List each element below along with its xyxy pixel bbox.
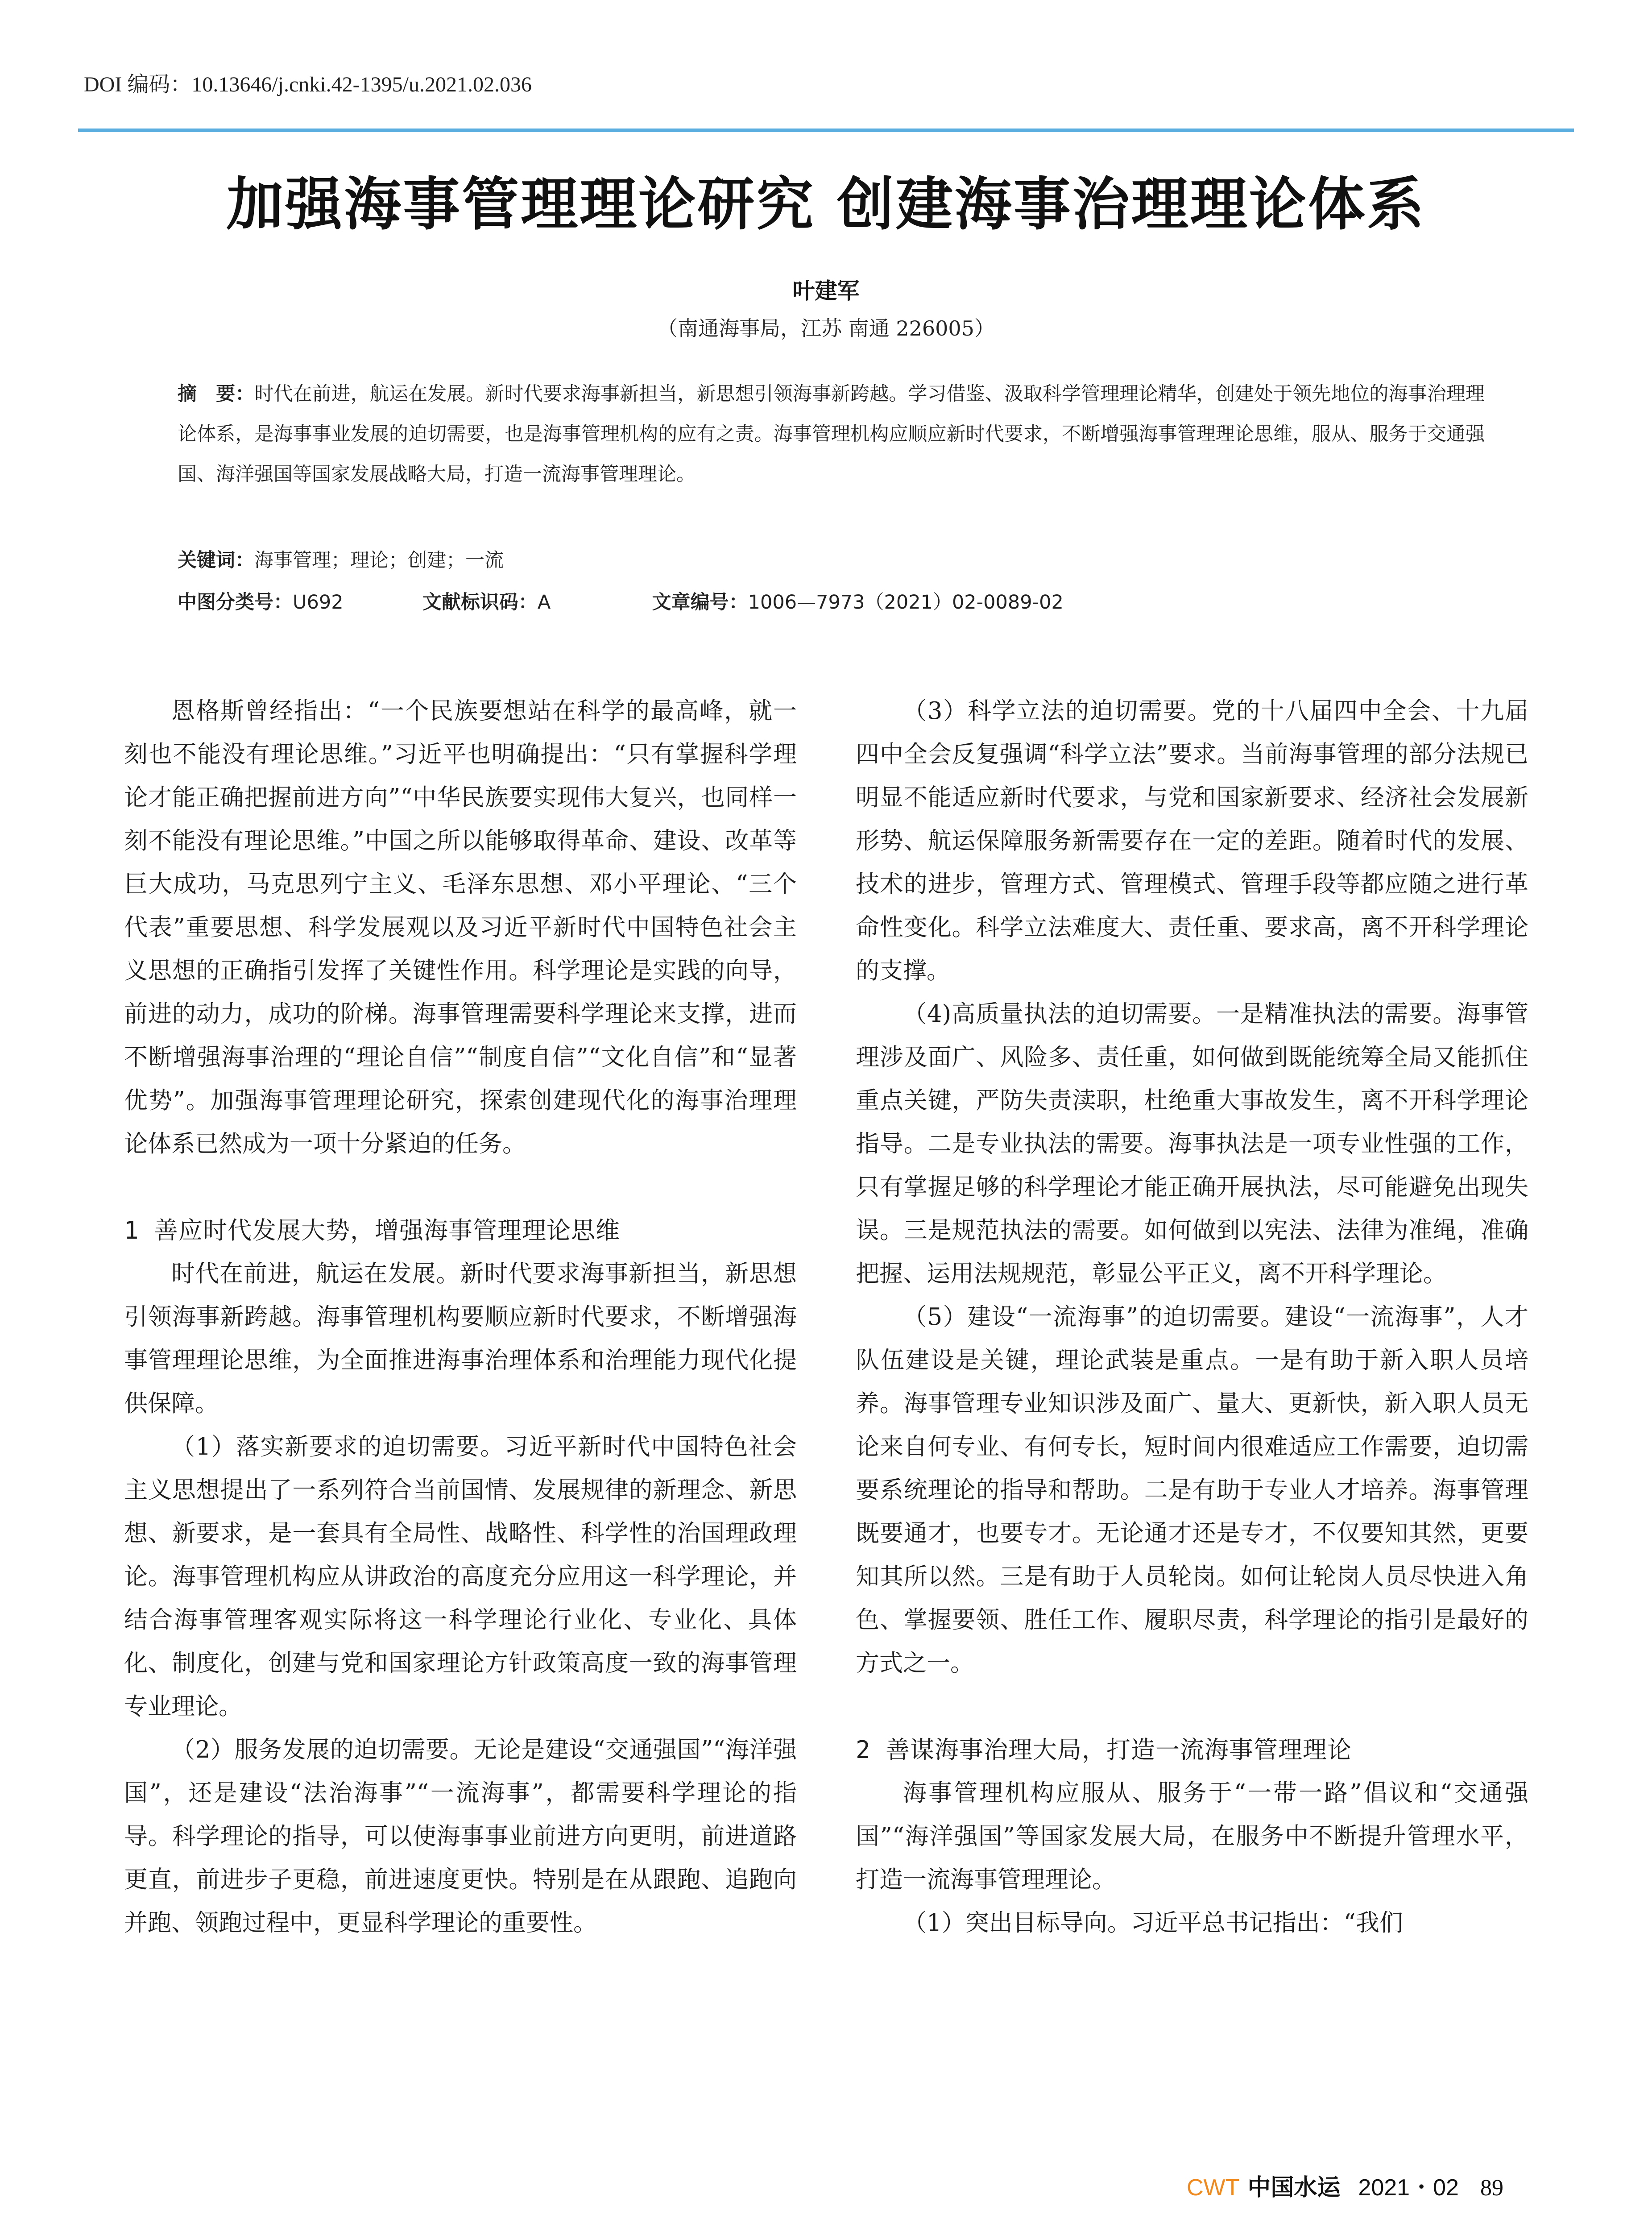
body-paragraph: （1）落实新要求的迫切需要。习近平新时代中国特色社会主义思想提出了一系列符合当前国情、发展规律的新理念、新思想、新要求，是一套具有全局性、战略性、科学性的治国理政理论。海事管理机构应从讲政治的高度充分应用这一科学理论，并结合海事管理客观实际将这一科学理论行业化、专业化、具体化、制度化，创建与党和国家理论方针政策高度一致的海事管理专业理论。 (124, 1433, 797, 1720)
left-column (124, 689, 797, 1945)
abstract-text: 时代在前进，航运在发展。新时代要求海事新担当，新思想引领海事新跨越。学习借鉴、汲取科学管理理论精华，创建处于领先地位的海事治理理论体系，是海事事业发展的迫切需要，也是海事管理机构的应有之责。海事管理机构应顺应新时代要求，不断增强海事管理理论思维，服从、服务于交通强国、海洋强国等国家发展战略大局，打造一流海事管理理论。 (178, 383, 1485, 485)
keywords-text: 海事管理；理论；创建；一流 (254, 549, 504, 572)
doi-line: DOI 编码：10.13646/j.cnki.42-1395/u.2021.02.036 (84, 73, 532, 96)
header-rule (78, 129, 1574, 132)
abstract (178, 374, 1485, 494)
body-paragraph: （2）服务发展的迫切需要。无论是建设“交通强国”“海洋强国”，还是建设“法治海事”“一流海事”，都需要科学理论的指导。科学理论的指导，可以使海事事业前进方向更明，前进道路更直，前进步子更稳，前进速度更快。特别是在从跟跑、追跑向并跑、领跑过程中，更显科学理论的重要性。 (124, 1736, 797, 1937)
clc-value: U692 (293, 591, 344, 614)
body-paragraph: 时代在前进，航运在发展。新时代要求海事新担当，新思想引领海事新跨越。海事管理机构要顺应新时代要求，不断增强海事管理理论思维，为全面推进海事治理体系和治理能力现代化提供保障。 (124, 1260, 797, 1417)
keywords (178, 545, 504, 572)
author-name: 叶建军 (792, 278, 860, 304)
body-paragraph: （4)高质量执法的迫切需要。一是精准执法的需要。海事管理涉及面广、风险多、责任重，如何做到既能统筹全局又能抓住重点关键，严防失责渎职，杜绝重大事故发生，离不开科学理论指导。二是专业执法的需要。海事执法是一项专业性强的工作，只有掌握足够的科学理论才能正确开展执法，尽可能避免出现失误。三是规范执法的需要。如何做到以宪法、法律为准绳，准确把握、运用法规规范，彰显公平正义，离不开科学理论。 (856, 1000, 1528, 1287)
classification-line (178, 587, 1064, 614)
doc-code-value: A (537, 591, 551, 614)
clc-label: 中图分类号： (178, 591, 293, 614)
body-paragraph: （1）突出目标导向。习近平总书记指出：“我们 (903, 1909, 1403, 1937)
paper-title: 加强海事管理理论研究 创建海事治理理论体系 (226, 171, 1426, 238)
journal-brand-logo: CWT (1187, 2175, 1240, 2201)
section-heading-1: 1 善应时代发展大势，增强海事管理理论思维 (124, 1216, 621, 1244)
abstract-label: 摘 要： (178, 383, 255, 405)
section-heading-2: 2 善谋海事治理大局，打造一流海事管理理论 (856, 1736, 1352, 1764)
page-footer (1187, 2169, 1503, 2202)
body-paragraph: （5）建设“一流海事”的迫切需要。建设“一流海事”，人才队伍建设是关键，理论武装是重点。一是有助于新入职人员培养。海事管理专业知识涉及面广、量大、更新快，新入职人员无论来自何专业、有何专长，短时间内很难适应工作需要，迫切需要系统理论的指导和帮助。二是有助于专业人才培养。海事管理既要通才，也要专才。无论通才还是专才，不仅要知其然，更要知其所以然。三是有助于人员轮岗。如何让轮岗人员尽快进入角色、掌握要领、胜任工作、履职尽责，科学理论的指引是最好的方式之一。 (856, 1303, 1528, 1677)
doc-code-label: 文献标识码： (422, 591, 538, 614)
author-affiliation: （南通海事局，江苏 南通 226005） (657, 316, 995, 340)
issue-date: 2021・02 (1358, 2175, 1459, 2201)
body-paragraph: （3）科学立法的迫切需要。党的十八届四中全会、十九届四中全会反复强调“科学立法”要求。当前海事管理的部分法规已明显不能适应新时代要求，与党和国家新要求、经济社会发展新形势、航运保障服务新需要存在一定的差距。随着时代的发展、技术的进步，管理方式、管理模式、管理手段等都应随之进行革命性变化。科学立法难度大、责任重、要求高，离不开科学理论的支撑。 (856, 697, 1528, 984)
article-number-label: 文章编号： (652, 591, 748, 614)
journal-name: 中国水运 (1247, 2174, 1341, 2201)
right-column (856, 689, 1528, 1945)
article-number-value: 1006—7973（2021）02-0089-02 (748, 591, 1064, 614)
body-paragraph: 海事管理机构应服从、服务于“一带一路”倡议和“交通强国”“海洋强国”等国家发展大局，在服务中不断提升管理水平，打造一流海事管理理论。 (856, 1779, 1528, 1893)
keywords-label: 关键词： (178, 549, 254, 572)
body-paragraph: 恩格斯曾经指出：“一个民族要想站在科学的最高峰，就一刻也不能没有理论思维。”习近平也明确提出：“只有掌握科学理论才能正确把握前进方向”“中华民族要实现伟大复兴，也同样一刻不能没有理论思维。”中国之所以能够取得革命、建设、改革等巨大成功，马克思列宁主义、毛泽东思想、邓小平理论、“三个代表”重要思想、科学发展观以及习近平新时代中国特色社会主义思想的正确指引发挥了关键性作用。科学理论是实践的向导，前进的动力，成功的阶梯。海事管理需要科学理论来支撑，进而不断增强海事治理的“理论自信”“制度自信”“文化自信”和“显著优势”。加强海事管理理论研究，探索创建现代化的海事治理理论体系已然成为一项十分紧迫的任务。 (124, 697, 797, 1157)
page-number: 89 (1480, 2175, 1503, 2201)
